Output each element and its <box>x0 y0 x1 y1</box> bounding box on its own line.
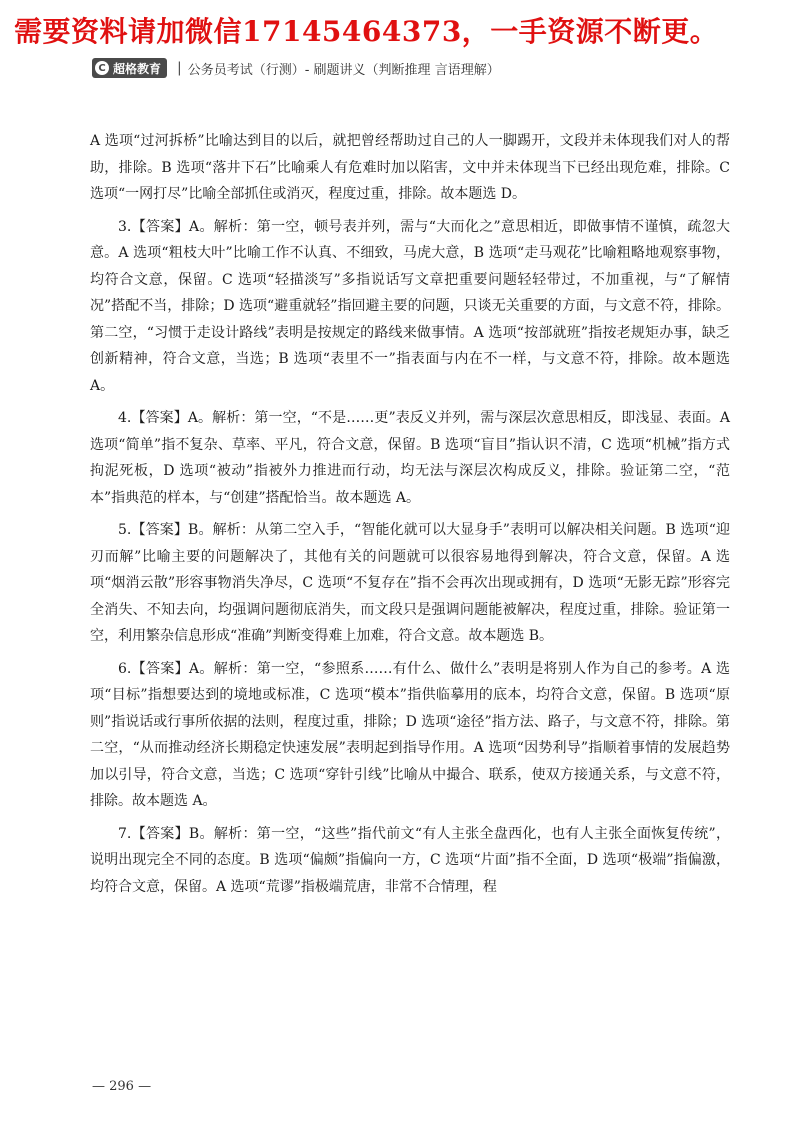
header-title: 公务员考试（行测）- 刷题讲义（判断推理 言语理解） <box>187 62 500 78</box>
paragraph-continuation: A 选项“过河拆桥”比喻达到目的以后，就把曾经帮助过自己的人一脚踢开，文段并未体现我们对人的帮助，排除。B 选项“落井下石”比喻乘人有危难时加以陷害，文中并未体现当下已经出现危难，排除。C 选项“一网打尽”比喻全部抓住或消灭，程度过重，排除。故本题选 D。 <box>90 133 730 202</box>
watermark-banner: 需要资料请加微信17145464373，一手资源不断更。 <box>14 15 719 48</box>
answer-paragraph-7: 7.【答案】B。解析：第一空，“这些”指代前文“有人主张全盘西化，也有人主张全面恢复传统”，说明出现完全不同的态度。B 选项“偏颇”指偏向一方，C 选项“片面”指不全面，D 选项“极端”指偏激，均符合文意，保留。A 选项“荒谬”指极端荒唐，非常不合情理，程 <box>90 825 730 895</box>
page-header <box>92 56 500 80</box>
document-body <box>90 128 730 906</box>
logo-text: 超格教育 <box>113 61 162 76</box>
answer-paragraph-4: 4.【答案】A。解析：第一空，“不是……更”表反义并列，需与深层次意思相反，即浅显、表面。A 选项“简单”指不复杂、草率、平凡，符合文意，保留。B 选项“盲目”指认识不清，C 选项“机械”指方式拘泥死板，D 选项“被动”指被外力推进而行动，均无法与深层次构成反义，排除。验证第二空，“范本”指典范的样本，与“创建”搭配恰当。故本题选 A。 <box>90 410 730 506</box>
answer-paragraph-3: 3.【答案】A。解析：第一空，顿号表并列，需与“大而化之”意思相近，即做事情不谨慎，疏忽大意。A 选项“粗枝大叶”比喻工作不认真、不细致，马虎大意，B 选项“走马观花”比喻粗略地观察事物，均符合文意，保留。C 选项“轻描淡写”多指说话写文章把重要问题轻轻带过，不加重视，与“了解情况”搭配不当，排除；D 选项“避重就轻”指回避主要的问题，只谈无关重要的方面，与文意不符，排除。第二空，“习惯于走设计路线”表明是按规定的路线来做事情。A 选项“按部就班”指按老规矩办事，缺乏创新精神，符合文意，当选；B 选项“表里不一”指表面与内在不一样，与文意不符，排除。故本题选 A。 <box>90 218 730 394</box>
c-logo-icon: C <box>95 61 109 75</box>
header-separator: | <box>177 60 182 76</box>
answer-paragraph-5: 5.【答案】B。解析：从第二空入手，“智能化就可以大显身手”表明可以解决相关问题。B 选项“迎刃而解”比喻主要的问题解决了，其他有关的问题就可以很容易地得到解决，符合文意，保留。A 选项“烟消云散”形容事物消失净尽，C 选项“不复存在”指不会再次出现或拥有，D 选项“无影无踪”形容完全消失、不知去向，均强调问题彻底消失，而文段只是强调问题能被解决，程度过重，排除。验证第一空，利用繁杂信息形成“准确”判断变得难上加难，符合文意。故本题选 B。 <box>90 522 730 644</box>
publisher-logo <box>92 58 167 78</box>
page-number: — 296 — <box>92 1079 152 1094</box>
answer-paragraph-6: 6.【答案】A。解析：第一空，“参照系……有什么、做什么”表明是将别人作为自己的参考。A 选项“目标”指想要达到的境地或标准，C 选项“模本”指供临摹用的底本，均符合文意，保留。B 选项“原则”指说话或行事所依据的法则，程度过重，排除；D 选项“途径”指方法、路子，与文意不符，排除。第二空，“从而推动经济长期稳定快速发展”表明起到指导作用。A 选项“因势利导”指顺着事情的发展趋势加以引导，符合文意，当选；C 选项“穿针引线”比喻从中撮合、联系，使双方接通关系，与文意不符，排除。故本题选 A。 <box>90 660 730 809</box>
